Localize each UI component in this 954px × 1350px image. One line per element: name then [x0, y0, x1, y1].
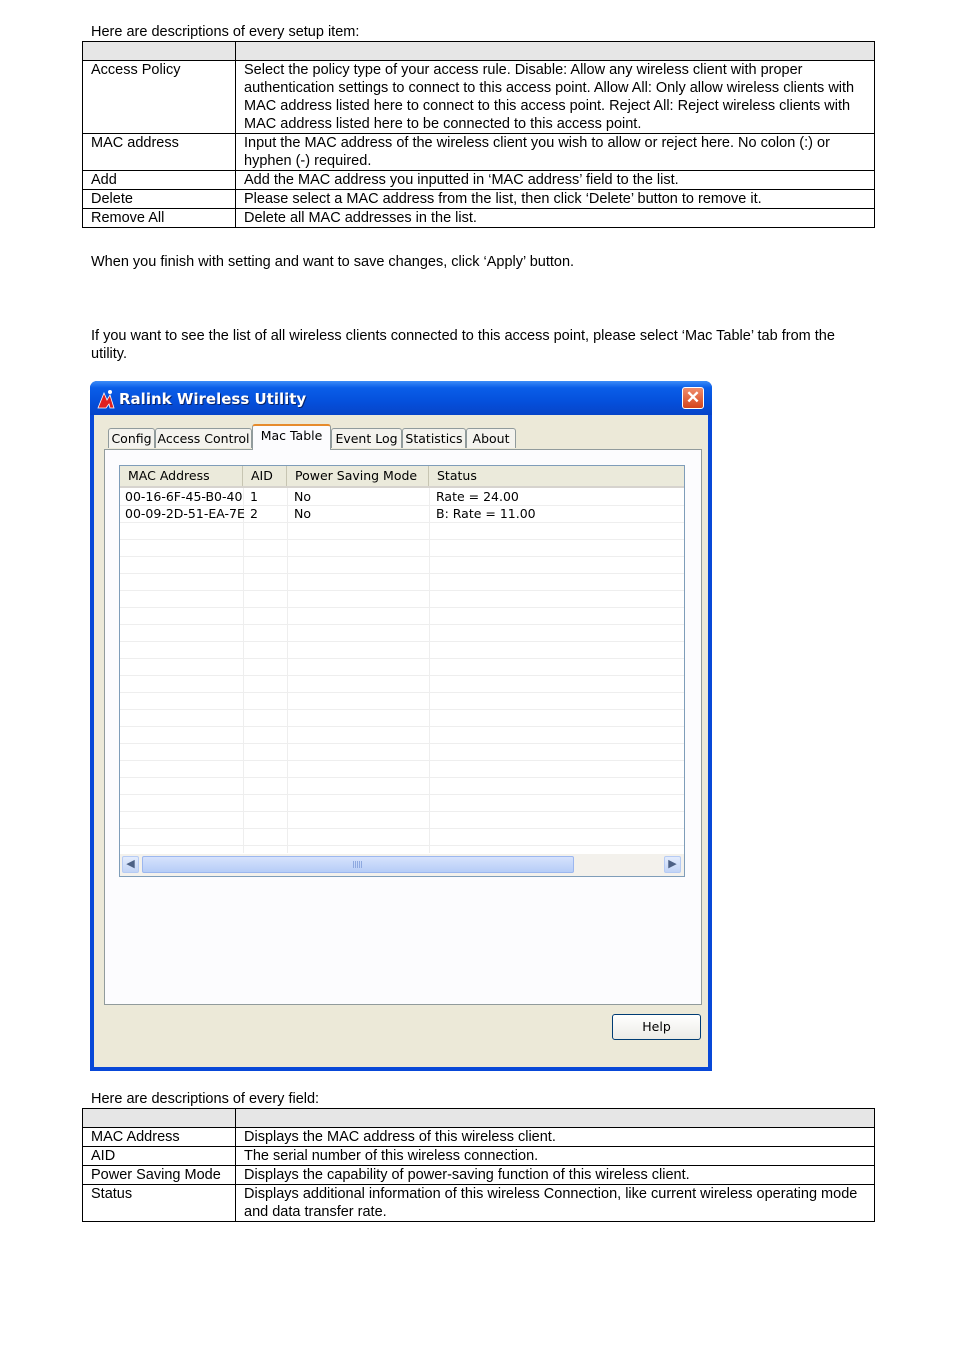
grid-line [120, 539, 684, 540]
grid-line [120, 743, 684, 744]
tab-access-control[interactable]: Access Control [155, 428, 252, 448]
ralink-utility-window [90, 381, 712, 1071]
desc-cell: Input the MAC address of the wireless client you wish to allow or reject here. No colon (:) or hyphen (-) required. [236, 134, 875, 171]
table-header-row [83, 42, 875, 61]
grid-line [120, 556, 684, 557]
grid-line [120, 726, 684, 727]
scroll-right-button[interactable] [664, 856, 681, 873]
grid-line [120, 675, 684, 676]
apply-paragraph: When you finish with setting and want to save changes, click ‘Apply’ button. [91, 254, 575, 270]
grid-line [120, 607, 684, 608]
window-title: Ralink Wireless Utility [119, 390, 307, 408]
desc-cell: Displays additional information of this wireless Connection, like current wireless operating mode and data transfer rate. [236, 1185, 875, 1222]
item-cell: Remove All [83, 209, 236, 228]
table-row [83, 1147, 875, 1166]
grid-line [120, 777, 684, 778]
fields-table [82, 1108, 875, 1222]
desc-cell: Select the policy type of your access rule. Disable: Allow any wireless client with proper authentication settings to connect to this access point. Allow All: Only allow wireless clients with MAC address listed here to connect to this access point. Reject All: Reject wireless clients with MAC address listed here to be connected to this access point. [236, 61, 875, 134]
mac-table-paragraph: If you want to see the list of all wireless clients connected to this access point, please select ‘Mac Table’ tab from the utility. [91, 328, 835, 362]
grid-line [287, 488, 288, 853]
grid-line [120, 641, 684, 642]
desc-cell: Displays the capability of power-saving function of this wireless client. [236, 1166, 875, 1185]
grid-line [120, 845, 684, 846]
item-cell: Delete [83, 190, 236, 209]
intro-fields: Here are descriptions of every field: [91, 1091, 320, 1107]
grid-line [120, 522, 684, 523]
horizontal-scrollbar[interactable] [120, 854, 684, 876]
grip-icon [353, 861, 363, 868]
grid-line [120, 658, 684, 659]
table-row [83, 1128, 875, 1147]
table-row [83, 209, 875, 228]
table-header-row [83, 1109, 875, 1128]
grid-line [120, 760, 684, 761]
ralink-logo-icon [97, 389, 115, 409]
column-header-mac-address[interactable]: MAC Address [120, 466, 243, 486]
cell-status[interactable]: Rate = 24.00 [436, 489, 519, 504]
cell-mac-address[interactable]: 00-09-2D-51-EA-7E [125, 506, 245, 521]
column-header-status[interactable]: Status [437, 468, 477, 483]
scroll-left-button[interactable] [122, 856, 139, 873]
tab-event-log[interactable]: Event Log [331, 428, 402, 448]
table-row [83, 134, 875, 171]
intro-setup-items: Here are descriptions of every setup item: [91, 24, 360, 40]
close-button[interactable] [682, 387, 704, 409]
item-cell: Power Saving Mode [83, 1166, 236, 1185]
cell-power-saving[interactable]: No [294, 489, 311, 504]
chevron-left-icon: ◀ [126, 858, 135, 870]
cell-aid[interactable]: 1 [250, 489, 258, 504]
grid-line [120, 573, 684, 574]
tab-statistics[interactable]: Statistics [402, 428, 466, 448]
item-cell: Add [83, 171, 236, 190]
item-cell: Status [83, 1185, 236, 1222]
desc-cell: The serial number of this wireless connection. [236, 1147, 875, 1166]
desc-cell: Displays the MAC address of this wireless client. [236, 1128, 875, 1147]
desc-cell: Delete all MAC addresses in the list. [236, 209, 875, 228]
mac-table-panel [104, 449, 702, 1005]
item-cell: MAC address [83, 134, 236, 171]
tab-config[interactable]: Config [108, 428, 155, 448]
cell-power-saving[interactable]: No [294, 506, 311, 521]
scrollbar-thumb[interactable] [142, 856, 574, 873]
table-row [83, 61, 875, 134]
grid-line [120, 709, 684, 710]
grid-line [120, 794, 684, 795]
grid-line [120, 828, 684, 829]
title-bar[interactable] [90, 381, 712, 415]
column-header-aid[interactable]: AID [243, 466, 287, 486]
list-header [120, 466, 684, 488]
table-row [83, 190, 875, 209]
cell-aid[interactable]: 2 [250, 506, 258, 521]
desc-cell: Please select a MAC address from the list, then click ‘Delete’ button to remove it. [236, 190, 875, 209]
item-cell: MAC Address [83, 1128, 236, 1147]
cell-status[interactable]: B: Rate = 11.00 [436, 506, 536, 521]
item-cell: AID [83, 1147, 236, 1166]
grid-line [120, 692, 684, 693]
grid-line [243, 488, 244, 853]
grid-line [429, 488, 430, 853]
cell-mac-address[interactable]: 00-16-6F-45-B0-40 [125, 489, 243, 504]
grid-line [120, 590, 684, 591]
chevron-right-icon: ▶ [668, 858, 677, 870]
tab-mac-table[interactable]: Mac Table [252, 424, 331, 450]
window-client-area [94, 415, 708, 1067]
grid-line [120, 811, 684, 812]
column-header-power-saving-mode[interactable]: Power Saving Mode [287, 466, 429, 486]
help-button[interactable]: Help [612, 1014, 701, 1040]
grid-line [120, 624, 684, 625]
item-cell: Access Policy [83, 61, 236, 134]
setup-items-table [82, 41, 875, 228]
table-row [83, 1166, 875, 1185]
close-icon: ✕ [685, 388, 701, 407]
table-row [83, 1185, 875, 1222]
mac-table-list[interactable] [119, 465, 685, 877]
desc-cell: Add the MAC address you inputted in ‘MAC address’ field to the list. [236, 171, 875, 190]
list-body [120, 488, 684, 853]
table-row [83, 171, 875, 190]
tab-about[interactable]: About [466, 428, 516, 448]
